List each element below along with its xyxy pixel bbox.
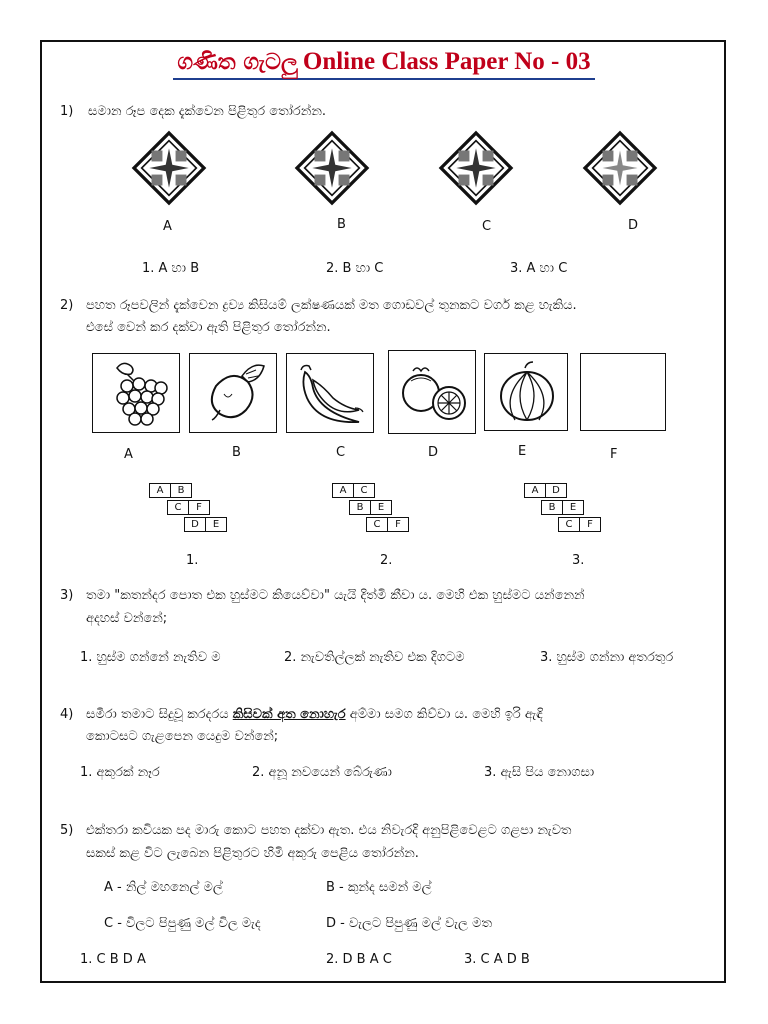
q2-picture-d [388,350,476,434]
q3-text-line1: තමා "කතන්දර පොත එක හුස්මට කියෙව්වා" යැයි දිත්මි කීවා ය. මෙහි එක හුස්මට යන්නෙන් [86,588,585,603]
q2-text-line2: එසේ වෙන් කර දක්වා ඇති පිළිතුර තෝරන්න. [86,320,331,335]
grouping-cell: F [188,500,210,515]
q2-picture-e [484,353,568,431]
grouping-cell: C [167,500,189,515]
q1-figure-a [134,133,204,203]
grapes-icon [97,358,175,428]
q1-option-1[interactable]: 1. A හා B [142,261,200,276]
q2-label-c: C [336,445,346,460]
q3-option-2[interactable]: 2. නැවතිල්ලක් නැතිව එක දිගටම [284,650,465,665]
q3-option-3[interactable]: 3. හුස්ම ගන්නා අතරතුර [540,650,674,665]
grouping-cell: D [184,517,206,532]
grouping-cell: B [170,483,192,498]
q1-label-b: B [337,217,346,232]
q4-text-after: අම්මා සමග කිව්වා ය. මෙහි ඉරි ඇඳි [345,707,543,722]
q4-option-2[interactable]: 2. අනූ නවයෙන් බේරුණා [252,765,392,780]
q1-label-d: D [628,218,639,233]
q2-option-2-label: 2. [380,553,393,568]
title-english: Online Class Paper No - 03 [302,48,591,75]
q5-part-d: D - වැලට පිපුණු මල් වැල මත [326,916,492,931]
grouping-cell: C [366,517,388,532]
grouping-cell: F [579,517,601,532]
q4-text-line2: කොටසට ගැළපෙන යෙදුම වන්නේ; [86,729,279,744]
grouping-cell: A [524,483,546,498]
grouping-cell: F [387,517,409,532]
q4-option-1[interactable]: 1. අකුරක් නෑර [80,765,160,780]
grouping-cell: D [545,483,567,498]
q1-label-c: C [482,219,492,234]
q2-picture-a [92,353,180,433]
mangosteen-icon [393,357,471,429]
q5-option-1[interactable]: 1. C B D A [80,952,146,967]
q4-option-3[interactable]: 3. ඇසි පිය නොගසා [484,765,595,780]
q4-text-before: සමීරා තමාට සිදුවූ කරදරය [86,707,233,722]
q5-text-line1: එක්තරා කවියක පද මාරු කොට පහත දක්වා ඇත. එය නිවැරදි අනුපිළිවෙළට ගළපා නැවත [86,823,572,838]
q2-label-e: E [518,444,527,459]
beetroot-icon [194,358,272,428]
pumpkin-icon [489,358,565,428]
q2-option-1-label: 1. [186,553,199,568]
q2-label-f: F [610,447,618,462]
chilli-icon [291,358,369,428]
q1-option-3[interactable]: 3. A හා C [510,261,568,276]
q2-picture-f-empty-box [580,353,666,431]
grouping-cell: A [149,483,171,498]
title-sinhala: ගණිත ගැටලු [177,49,298,75]
q3-option-1[interactable]: 1. හුස්ම ගන්නේ නැතිව ම [80,650,221,665]
page-title [0,48,768,80]
grouping-cell: E [562,500,584,515]
grouping-cell: E [370,500,392,515]
q5-option-3[interactable]: 3. C A D B [464,952,530,967]
q2-label-d: D [428,445,439,460]
q5-option-2[interactable]: 2. D B A C [326,952,392,967]
q2-label-a: A [124,447,133,462]
q5-part-c: C - විලට පිපුණු මල් විල මැද [104,916,261,931]
q5-part-a: A - නිල් මහනෙල් මල් [104,880,223,895]
q2-label-b: B [232,445,241,460]
q1-option-2[interactable]: 2. B හා C [326,261,384,276]
q1-figure-b [297,133,367,203]
q2-picture-b [189,353,277,433]
q1-text: සමාන රූප දෙක දැක්වෙන පිළිතුර තෝරන්න. [88,104,327,119]
q4-text-line1 [86,707,543,722]
grouping-cell: B [349,500,371,515]
q5-part-b: B - කුන්ද සමන් මල් [326,880,432,895]
q2-picture-c [286,353,374,433]
q3-text-line2: අදහස් වන්නේ; [86,611,168,626]
q4-number: 4) [60,707,74,722]
grouping-cell: B [541,500,563,515]
grouping-cell: A [332,483,354,498]
q4-underlined-phrase: කිසිවක් අත නොහැර [232,707,346,722]
q2-number: 2) [60,298,74,313]
q1-number: 1) [60,104,74,119]
grouping-cell: E [205,517,227,532]
q5-number: 5) [60,823,74,838]
grouping-cell: C [353,483,375,498]
q2-option-3-label: 3. [572,553,585,568]
q1-figure-d [585,133,655,203]
q1-figure-c [441,133,511,203]
q1-label-a: A [163,219,172,234]
grouping-cell: C [558,517,580,532]
q2-text-line1: පහත රූපවලින් දැක්වෙන ද්‍රව්‍ය කිසියම් ලක්ෂණයක් මත ගොඩවල් තුනකට වර්ග කළ හැකිය. [86,298,577,313]
q5-text-line2: සකස් කළ විට ලැබෙන පිළිතුරට හිමි අකුරු පෙළිය තෝරන්න. [86,846,419,861]
q3-number: 3) [60,588,74,603]
